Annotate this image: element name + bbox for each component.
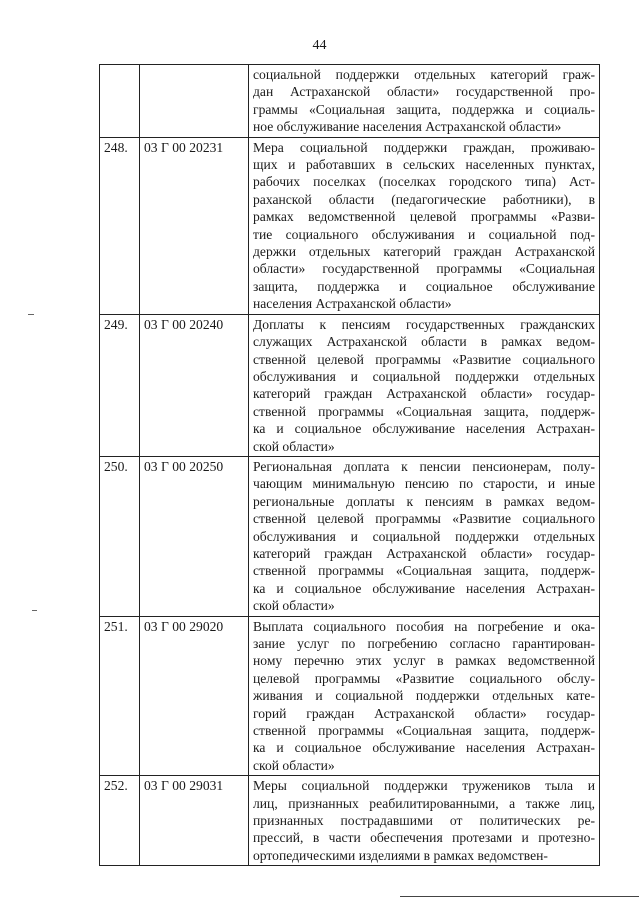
item-description [249,456,600,616]
table-row [100,456,600,616]
description-line: Меры социальной поддержки тружеников тыла и [253,778,595,794]
row-number: 252. [100,776,140,866]
description-line: Мера социальной поддержки граждан, проживаю- [253,139,595,155]
table-row [100,616,600,776]
description-line: целевой программы «Развитие социального обслу- [253,670,595,686]
table-row [100,776,600,866]
scan-mark [28,314,34,315]
description-line: граммы «Социальная защита, поддержка и социаль- [253,101,595,117]
description-line: социальной поддержки отдельных категорий граж- [253,67,595,82]
description-line: ному перечню этих услуг в рамках ведомственной [253,653,595,669]
description-line: ственной целевой программы «Развитие социального [253,351,595,367]
classification-code: 03 Г 00 29020 [140,616,249,776]
description-line: ное обслуживание населения Астраханской области» [253,119,562,135]
description-line: Региональная доплата к пенсии пенсионерам, полу- [253,458,595,474]
description-line: щих и работавших в сельских населенных пунктах, [253,157,595,173]
item-description [249,616,600,776]
description-line: обслуживания и социальной поддержки отдельных [253,368,595,384]
description-line: категорий граждан Астраханской области» государ- [253,545,595,561]
description-line: ственной программы «Социальная защита, поддерж- [253,563,595,579]
table-row [100,65,600,138]
item-description [249,776,600,866]
item-description [249,137,600,314]
description-line: прессий, в части обеспечения протезами и протезно- [253,830,595,846]
description-line: обслуживания и социальной поддержки отдельных [253,528,595,544]
bottom-rule [400,896,639,897]
description-line: ортопедическими изделиями в рамках ведомствен- [253,847,548,863]
item-description [249,314,600,456]
description-line: лиц, признанных реабилитированными, а также лиц, [253,795,595,811]
description-line: защита, поддержка и социальное обслуживание [253,278,595,294]
description-line: служащих Астраханской области в рамках ведом- [253,334,595,350]
budget-classification-table [99,64,600,866]
classification-code: 03 Г 00 29031 [140,776,249,866]
row-number: 249. [100,314,140,456]
classification-code: 03 Г 00 20231 [140,137,249,314]
description-line: рабочих поселках (поселках городского типа) Аст- [253,174,595,190]
description-line: ка и социальное обслуживание населения Астрахан- [253,740,595,756]
description-line: живания и социальной поддержки отдельных кате- [253,688,595,704]
description-line: ской области» [253,598,335,614]
page-number: 44 [312,38,327,53]
row-number: 250. [100,456,140,616]
description-line: дан Астраханской области» государственной про- [253,84,595,100]
description-line: чающим минимальную пенсию по старости, и иные [253,476,595,492]
row-number [100,65,140,138]
description-line: тие социального обслуживания и социальной под- [253,226,595,242]
classification-code: 03 Г 00 20250 [140,456,249,616]
description-line: рамках ведомственной целевой программы «Разви- [253,209,595,225]
description-line: держки отдельных категорий граждан Астраханской [253,244,595,260]
scan-mark [32,610,37,611]
description-line: области» государственной программы «Социальная [253,261,595,277]
description-line: ской области» [253,757,335,773]
row-number: 251. [100,616,140,776]
description-line: категорий граждан Астраханской области» государ- [253,386,595,402]
description-line: зание услуг по погребению согласно гарантирован- [253,636,595,651]
row-number: 248. [100,137,140,314]
description-line: ственной программы «Социальная защита, поддерж- [253,403,595,419]
description-line: ка и социальное обслуживание населения Астрахан- [253,421,595,437]
description-line: региональные доплаты к пенсиям в рамках ведом- [253,493,595,509]
description-line: населения Астраханской области» [253,296,452,312]
description-line: ка и социальное обслуживание населения Астрахан- [253,580,595,596]
classification-code [140,65,249,138]
classification-code: 03 Г 00 20240 [140,314,249,456]
description-line: ской области» [253,438,335,454]
description-line: Выплата социального пособия на погребение и ока- [253,618,595,634]
description-line: ственной целевой программы «Развитие социального [253,511,595,527]
description-line: признанных пострадавшими от политических ре- [253,813,595,829]
item-description [249,65,600,138]
table-row [100,137,600,314]
description-line: ственной программы «Социальная защита, поддерж- [253,723,595,739]
description-line: горий граждан Астраханской области» государ- [253,705,595,721]
table-row [100,314,600,456]
description-line: Доплаты к пенсиям государственных гражданских [253,316,595,332]
description-line: раханской области (педагогические работники), в [253,191,595,207]
